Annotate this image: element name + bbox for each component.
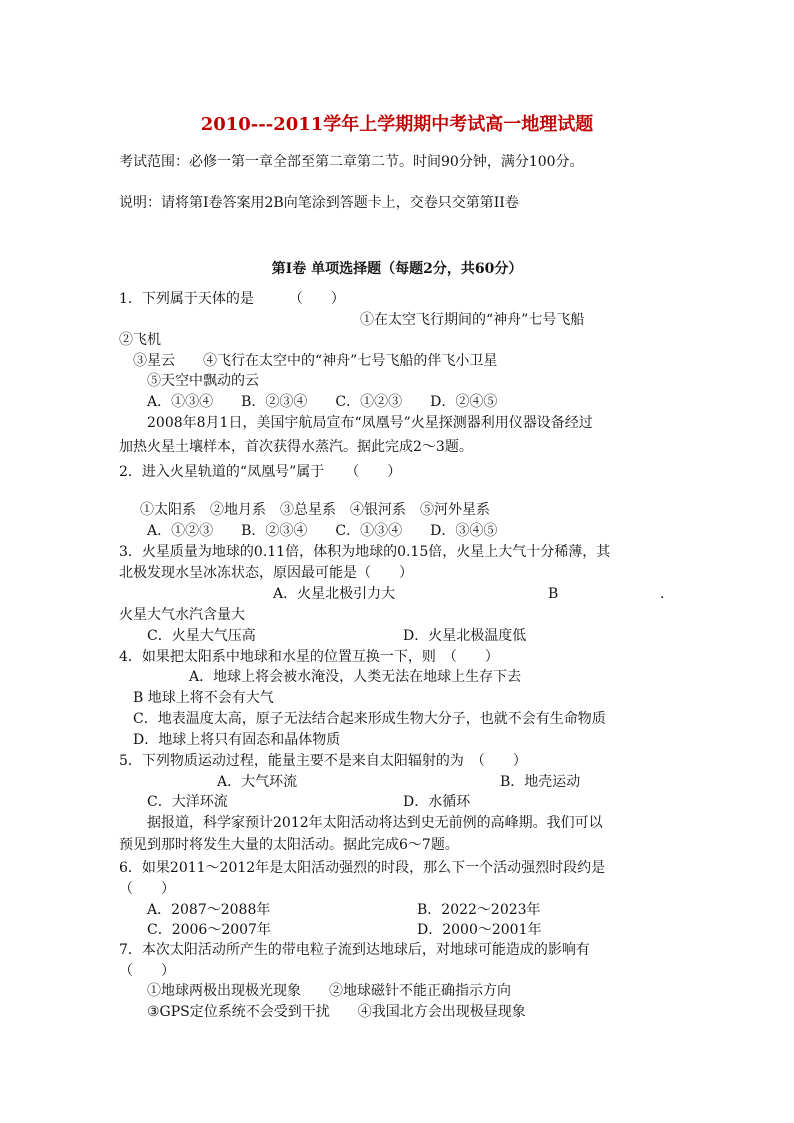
q6-option-d: D．2000～2001年: [417, 922, 542, 938]
q3-option-b-letter: B: [548, 586, 559, 602]
q3-line-1: 3．火星质量为地球的0.11倍，体积为地球的0.15倍，火星上大气十分稀薄，其: [119, 544, 611, 560]
q6-option-c: C．2006～2007年: [147, 922, 271, 938]
q6-line-2: （ ）: [119, 881, 175, 897]
q2-options: ①太阳系 ②地月系 ③总星系 ④银河系 ⑤河外星系: [140, 502, 490, 518]
q6-option-a: A．2087～2088年: [147, 902, 271, 918]
exam-scope: 考试范围：必修一第一章全部至第二章第二节。时间90分钟，满分100分。: [119, 154, 584, 170]
q2-stem: 2．进入火星轨道的“凤凰号”属于 （ ）: [119, 464, 402, 480]
q7-line-1: 7．本次太阳活动所产生的带电粒子流到达地球后，对地球可能造成的影响有: [119, 942, 590, 958]
section-heading: 第I卷 单项选择题（每题2分，共60分）: [271, 261, 523, 277]
q4-option-c: C．地表温度太高，原子无法结合起来形成生物大分子，也就不会有生命物质: [133, 711, 606, 727]
q1-option-2: ②飞机: [119, 332, 161, 348]
material-1-line-1: 2008年8月1日，美国宇航局宣布“凤凰号”火星探测器利用仪器设备经过: [147, 415, 593, 431]
q4-option-d: D．地球上将只有固态和晶体物质: [133, 732, 341, 748]
q1-option-1: ①在太空飞行期间的“神舟”七号飞船: [360, 312, 585, 328]
material-2-line-2: 预见到那时将发生大量的太阳活动。据此完成6～7题。: [119, 837, 459, 853]
page-title: 2010---2011学年上学期期中考试高一地理试题: [200, 114, 594, 135]
q1-option-3-4: ③星云 ④飞行在太空中的“神舟”七号飞船的伴飞小卫星: [133, 353, 498, 369]
material-2-line-1: 据报道，科学家预计2012年太阳活动将达到史无前例的高峰期。我们可以: [147, 815, 603, 831]
q7-options-1-2: ①地球两极出现极光现象 ②地球磁针不能正确指示方向: [147, 983, 511, 999]
q1-choices: A．①③④ B．②③④ C．①②③ D．②④⑤: [147, 394, 498, 410]
q7-line-2: （ ）: [119, 963, 175, 979]
q3-option-a: A．火星北极引力大: [273, 586, 396, 602]
q3-line-2: 北极发现水呈冰冻状态，原因最可能是（ ）: [119, 565, 413, 581]
q4-option-a: A．地球上将会被水淹没，人类无法在地球上生存下去: [189, 669, 522, 685]
q3-option-d: D．火星北极温度低: [403, 628, 527, 644]
material-1-line-2: 加热火星土壤样本，首次获得水蒸汽。据此完成2～3题。: [119, 439, 473, 455]
q5-option-a: A．大气环流: [217, 774, 298, 790]
exam-note: 说明：请将第I卷答案用2B向笔涂到答题卡上，交卷只交第第II卷: [119, 195, 519, 211]
q2-choices: A．①②③ B．②③④ C．①③④ D．③④⑤: [147, 523, 498, 539]
q1-option-5: ⑤天空中飘动的云: [147, 373, 259, 389]
q6-line-1: 6．如果2011～2012年是太阳活动强烈的时段，那么下一个活动强烈时段约是: [119, 860, 606, 876]
q3-option-b-dot: .: [660, 586, 665, 602]
q7-options-3-4: ③GPS定位系统不会受到干扰 ④我国北方会出现极昼现象: [147, 1004, 526, 1020]
q5-option-b: B．地壳运动: [500, 774, 581, 790]
q6-option-b: B．2022～2023年: [417, 902, 541, 918]
q1-stem: 1．下列属于天体的是 （ ）: [119, 291, 345, 307]
q5-stem: 5．下列物质运动过程，能量主要不是来自太阳辐射的为 （ ）: [119, 753, 527, 769]
q4-option-b: B 地球上将不会有大气: [133, 690, 274, 706]
q3-option-b-text: 火星大气水汽含量大: [119, 607, 245, 623]
q3-option-c: C．火星大气压高: [147, 628, 256, 644]
q4-stem: 4．如果把太阳系中地球和水星的位置互换一下，则 （ ）: [119, 649, 499, 665]
q5-option-c: C．大洋环流: [147, 794, 228, 810]
q5-option-d: D．水循环: [403, 794, 471, 810]
